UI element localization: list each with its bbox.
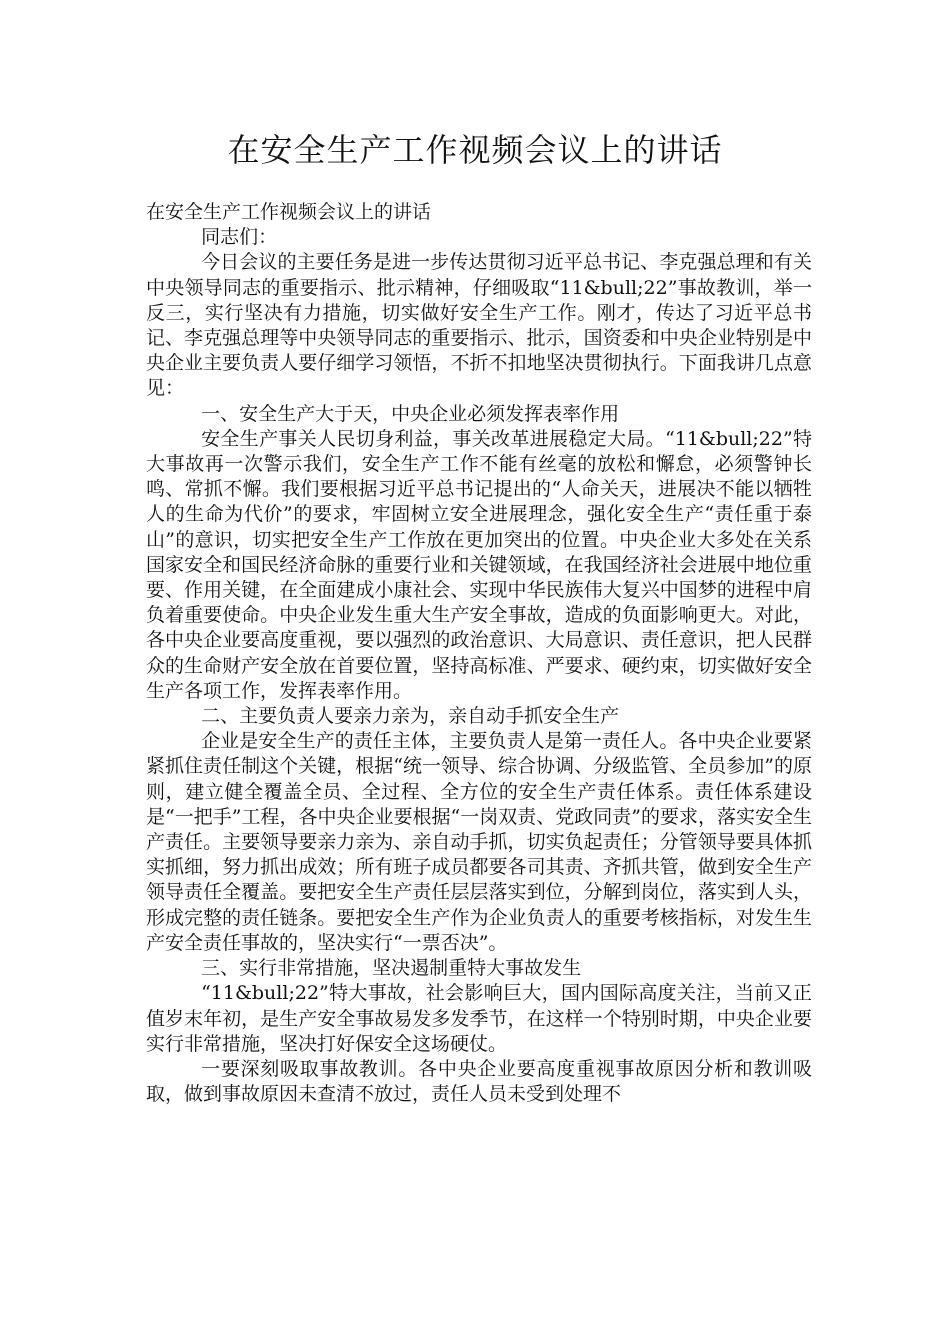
- paragraph-intro: 今日会议的主要任务是进一步传达贯彻习近平总书记、李克强总理和有关中央领导同志的重要指示、批示精神，仔细吸取“11&bull;22”事故教训，举一反三，实行坚决有力措施，切实做好安全生产工作。刚才，传达了习近平总书记、李克强总理等中央领导同志的重要指示、批示，国资委和中央企业特别是中央企业主要负责人要仔细学习领悟，不折不扣地坚决贯彻执行。下面我讲几点意见：: [146, 251, 812, 400]
- paragraph-section-2: 企业是安全生产的责任主体，主要负责人是第一责任人。各中央企业要紧紧抓住责任制这个关键，根据“统一领导、综合协调、分级监管、全员参加”的原则，建立健全覆盖全员、全过程、全方位的安全生产责任体系。责任体系建设是“一把手”工程，各中央企业要根据“一岗双责、党政同责”的要求，落实安全生产责任。主要领导要亲力亲为、亲自动手抓，切实负起责任；分管领导要具体抓实抓细，努力抓出成效；所有班子成员都要各司其责、齐抓共管，做到安全生产领导责任全覆盖。要把安全生产责任层层落实到位，分解到岗位，落实到人头，形成完整的责任链条。要把安全生产作为企业负责人的重要考核指标，对发生生产安全责任事故的，坚决实行“一票否决”。: [146, 730, 812, 954]
- section-heading-1: 一、安全生产大于天，中央企业必须发挥表率作用: [201, 402, 620, 425]
- section-heading-3: 三、实行非常措施，坚决遏制重特大事故发生: [201, 957, 582, 980]
- salutation: 同志们：: [201, 226, 278, 249]
- document-title: 在安全生产工作视频会议上的讲话: [227, 131, 723, 169]
- paragraph-section-3-point-1: 一要深刻吸取事故教训。各中央企业要高度重视事故原因分析和教训吸取，做到事故原因未查清不放过，责任人员未受到处理不: [146, 1057, 812, 1106]
- document-subtitle: 在安全生产工作视频会议上的讲话: [146, 201, 432, 223]
- paragraph-section-3: “11&bull;22”特大事故，社会影响巨大，国内国际高度关注，当前又正值岁末年初，是生产安全事故易发多发季节，在这样一个特别时期，中央企业要实行非常措施，坚决打好保安全这场硬仗。: [146, 982, 812, 1055]
- document-body: [146, 200, 812, 1107]
- section-heading-2: 二、主要负责人要亲力亲为，亲自动手抓安全生产: [201, 705, 620, 728]
- paragraph-section-1: 安全生产事关人民切身利益，事关改革进展稳定大局。“11&bull;22”特大事故再一次警示我们，安全生产工作不能有丝毫的放松和懈怠，必须警钟长鸣、常抓不懈。我们要根据习近平总书记提出的“人命关天，进展决不能以牺牲人的生命为代价”的要求，牢固树立安全进展理念，强化安全生产“责任重于泰山”的意识，切实把安全生产工作放在更加突出的位置。中央企业大多处在关系国家安全和国民经济命脉的重要行业和关键领域，在我国经济社会进展中地位重要、作用关键，在全面建成小康社会、实现中华民族伟大复兴中国梦的进程中肩负着重要使命。中央企业发生重大生产安全事故，造成的负面影响更大。对此，各中央企业要高度重视，要以强烈的政治意识、大局意识、责任意识，把人民群众的生命财产安全放在首要位置，坚持高标准、严要求、硬约束，切实做好安全生产各项工作，发挥表率作用。: [146, 427, 812, 702]
